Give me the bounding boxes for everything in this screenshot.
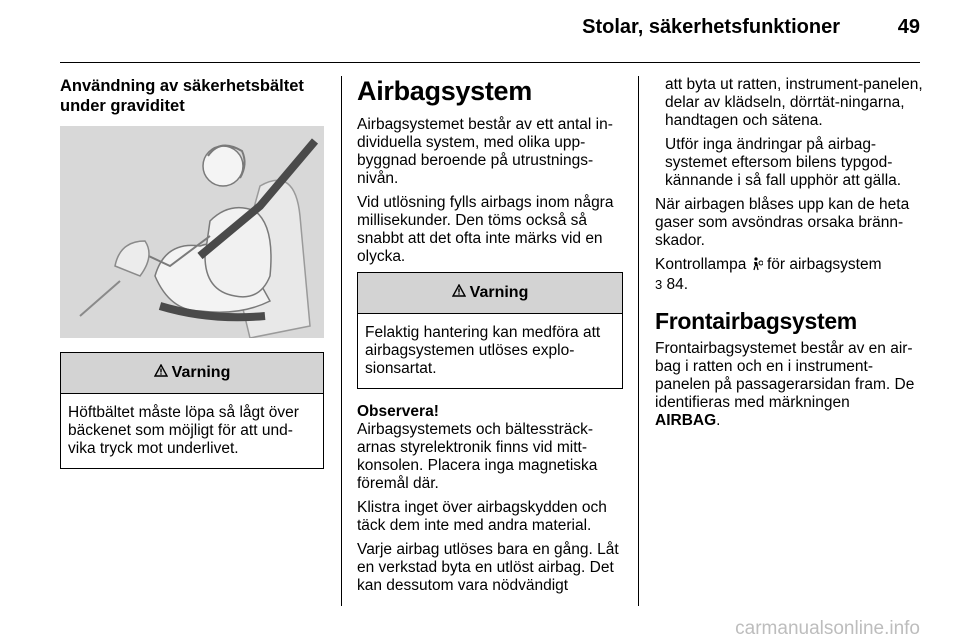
paragraph: Klistra inget över airbagskydden och täck dem inte med andra material. <box>357 499 607 534</box>
note-title: Observera! <box>357 403 439 420</box>
paragraph: att byta ut ratten, instrument-panelen, delar av klädseln, dörrtät-ningarna, handtagen och sätena. <box>665 76 923 129</box>
paragraph: Utför inga ändringar på airbag-systemet eftersom bilens typgod-kännande i så fall upphör att gälla. <box>665 136 902 189</box>
warning-text: Höftbältet måste löpa så lågt över bäckenet som möjligt för att und-vika tryck mot underlivet. <box>68 404 299 457</box>
warning-triangle-icon <box>154 364 172 382</box>
page-reference-link[interactable]: 84. <box>666 276 689 293</box>
airbag-warning-lamp-icon <box>751 257 763 276</box>
paragraph: När airbagen blåses upp kan de heta gaser som avsöndras orsaka bränn-skador. <box>655 196 910 249</box>
paragraph: Vid utlösning fylls airbags inom några millisekunder. Den töms också så snabbt att det ofta inte märks vid en olycka. <box>357 194 614 265</box>
column-1 <box>60 76 324 483</box>
paragraph: Airbagsystemets och bältessträck-arnas styrelektronik finns vid mitt-konsolen. Placera inga magnetiska föremål där. <box>357 421 598 492</box>
paragraph: Varje airbag utlöses bara en gång. Låt en verkstad byta en utlöst airbag. Det kan dessutom vara nödvändigt <box>357 541 619 594</box>
warning-box <box>60 352 324 469</box>
watermark: carmanualsonline.info <box>735 618 920 639</box>
paragraph: Airbagsystemet består av ett antal in-dividuella system, med olika upp-byggnad beroende på utrustnings-nivån. <box>357 116 613 187</box>
warning-triangle-icon <box>452 284 470 302</box>
text: . <box>716 412 721 429</box>
section-heading-front-airbag: Frontairbagsystem <box>655 308 857 334</box>
text: Kontrollampa <box>655 256 747 273</box>
warning-header <box>61 353 323 394</box>
page-number: 49 <box>897 16 920 38</box>
text: för airbagsystem <box>766 256 882 273</box>
pregnant-woman-seatbelt-illustration <box>60 126 324 338</box>
paragraph <box>655 340 927 430</box>
column-2 <box>357 76 623 601</box>
page-header-title: Stolar, säkerhetsfunktioner <box>582 16 840 38</box>
airbag-marking: AIRBAG <box>655 412 717 429</box>
section-heading-airbag: Airbagsystem <box>357 76 532 106</box>
page-reference-arrow: 3 <box>655 277 663 292</box>
section-heading-pregnancy: Användning av säkerhetsbältet under graviditet <box>60 77 304 115</box>
column-divider <box>341 76 342 606</box>
warning-title: Varning <box>469 284 529 301</box>
warning-box <box>357 272 623 389</box>
text: Frontairbagsystemet består av en air-bag i ratten och en i instrument-panelen på passagerarsidan fram. De identifieras med märkningen <box>655 340 915 411</box>
column-3 <box>655 76 927 436</box>
paragraph-control-lamp <box>655 256 927 294</box>
warning-header <box>358 273 622 314</box>
warning-text: Felaktig hantering kan medföra att airbagsystemen utlöses explo-sionsartat. <box>365 324 601 377</box>
header-divider <box>60 62 920 63</box>
column-divider <box>638 76 639 606</box>
warning-title: Varning <box>171 364 231 381</box>
